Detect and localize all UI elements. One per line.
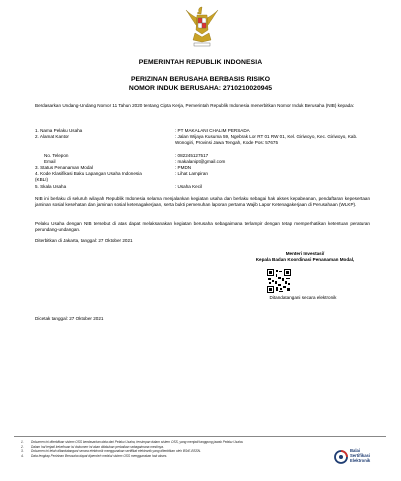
garuda-emblem-icon xyxy=(180,4,224,48)
signatory-title: Menteri Investasi/ xyxy=(285,251,325,256)
field-value: : Jalan Wijaya Kusuma 59, Ngebrak Lor RT 01 RW 01, Kel. Giriwoyo, Kec. Giriwoyo, Kab. Wonogiri, Provinsi Jawa Tengah, Kode Pos: 57675 xyxy=(175,134,358,146)
validity-statement: NIB ini berlaku di seluruh wilayah Republik Indonesia selama menjalankan kegiatan usaha dan berlaku sebagai hak akses kepabeanan, pendaftaran kepesertaan jaminan sosial kesehatan dan jaminan sosial ketenagakerjaan, serta bukti pemenuhan laporan pertama Wajib Lapor Ketenagakerjaan di Perusahaan (WLKP). xyxy=(35,196,370,208)
signature-caption: Ditandatangani secara elektronik xyxy=(269,295,337,300)
document-title: PERIZINAN BERUSAHA BERBASIS RISIKO xyxy=(130,76,271,83)
field-label: Email xyxy=(44,159,56,164)
footer-note: 2. Dalam hal terjadi kekeliruan isi dokumen ini akan dilakukan perbaikan sebagaimana mestinya. xyxy=(21,444,164,449)
field-label: 2. Alamat Kantor xyxy=(35,134,69,139)
field-value: : PT MAKALANI CHALIM PERSADA xyxy=(175,128,250,133)
intro-paragraph: Berdasarkan Undang-Undang Nomor 11 Tahun 2020 tentang Cipta Kerja, Pemerintah Republik Indonesia menerbitkan Nomor Induk Berusaha (NIB) kepada: xyxy=(35,103,355,108)
field-value: : PMDN xyxy=(175,165,192,170)
field-value: : Lihat Lampiran xyxy=(175,171,208,176)
permission-statement: Pelaku Usaha dengan NIB tersebut di atas dapat melaksanakan kegiatan berusaha sebagaimana terlampir dengan tetap memperhatikan ketentuan peraturan perundang-undangan. xyxy=(35,221,370,233)
footer-note: 3. Dokumen ini telah ditandatangani secara elektronik menggunakan sertifikat elektronik yang diterbitkan oleh BSrE-BSSN. xyxy=(21,449,201,454)
printed-date: Dicetak tanggal: 27 Oktober 2021 xyxy=(35,316,104,321)
field-label: 4. Kode Klasifikasi Baku Lapangan Usaha Indonesia (KBLI) xyxy=(35,171,142,183)
footer-note: 1. Dokumen ini diterbitkan sistem OSS berdasarkan data dari Pelaku Usaha, tersimpan dalam sistem OSS, yang menjadi tanggung jawab Pelaku Usaha. xyxy=(21,440,244,444)
bsre-label: Balai Sertifikasi Elektronik xyxy=(350,448,371,463)
issued-date: Diterbitkan di Jakarta, tanggal: 27 Oktober 2021 xyxy=(35,238,133,243)
field-label: No. Telepon xyxy=(44,153,69,158)
field-label: 5. Skala Usaha xyxy=(35,184,67,189)
field-label: 1. Nama Pelaku Usaha xyxy=(35,128,83,133)
field-value: : 082245127517 xyxy=(175,153,209,158)
signatory-office: Kepala Badan Koordinasi Penanaman Modal, xyxy=(255,257,355,262)
government-heading: PEMERINTAH REPUBLIK INDONESIA xyxy=(138,59,263,66)
bsre-logo-icon xyxy=(334,450,348,464)
footer-note: 4. Data lengkap Perizinan Berusaha dapat diperoleh melalui sistem OSS menggunakan hak akses. xyxy=(21,453,168,458)
footer-notes xyxy=(21,440,311,458)
field-value: : makalanipt@gmail.com xyxy=(175,159,226,164)
nib-number: NOMOR INDUK BERUSAHA: 2710210020945 xyxy=(128,85,273,92)
qr-code-icon xyxy=(267,269,291,293)
field-value: : Usaha Kecil xyxy=(175,184,203,189)
field-label: 3. Status Penanaman Modal xyxy=(35,165,93,170)
